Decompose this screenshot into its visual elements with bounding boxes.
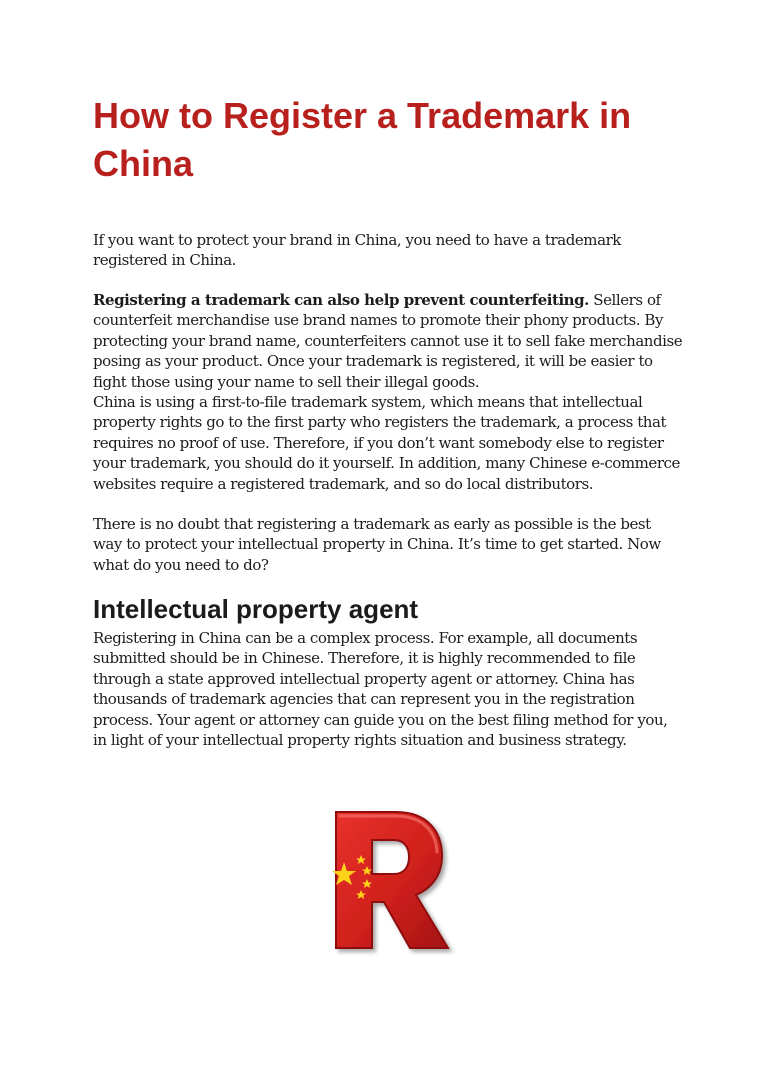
counterfeiting-body: Sellers of counterfeit merchandise use brand names to promote their phony products. By protecting your brand name, counterfeiters cannot use it to sell fake merchandise posing as your product. Once your trademark is registered, it will be easier to fight those using your name to sell their illegal goods. — [93, 291, 683, 391]
agent-paragraph: Registering in China can be a complex process. For example, all documents submitted should be in Chinese. Therefore, it is highly recommended to file through a state approved intellectual property agent or attorney. China has thousands of trademark agencies that can represent you in the registration process. Your agent or attorney can guide you on the best filing method for you, in light of your intellectual property rights situation and business strategy. — [93, 629, 668, 750]
counterfeiting-lead-sentence: Registering a trademark can also help prevent counterfeiting. — [93, 291, 589, 309]
intro-paragraph: If you want to protect your brand in China, you need to have a trademark registered in China. — [93, 231, 621, 270]
get-started-paragraph: There is no doubt that registering a trademark as early as possible is the best way to protect your intellectual property in China. It’s time to get started. Now what do you need to do? — [93, 515, 661, 574]
section-heading: Intellectual property agent — [93, 594, 419, 624]
first-to-file-paragraph: China is using a first-to-file trademark system, which means that intellectual property rights go to the first party who registers the trademark, a process that requires no proof of use. Therefore, if you don’t want somebody else to register your trademark, you should do it yourself. In addition, many Chinese e-commerce websites require a registered trademark, and so do local distributors. — [93, 393, 680, 493]
page-title: How to Register a Trademark in China — [93, 95, 632, 184]
counterfeiting-paragraph — [93, 290, 683, 392]
registered-r-graphic — [318, 800, 458, 960]
china-flag-registered-r-icon — [318, 800, 458, 960]
